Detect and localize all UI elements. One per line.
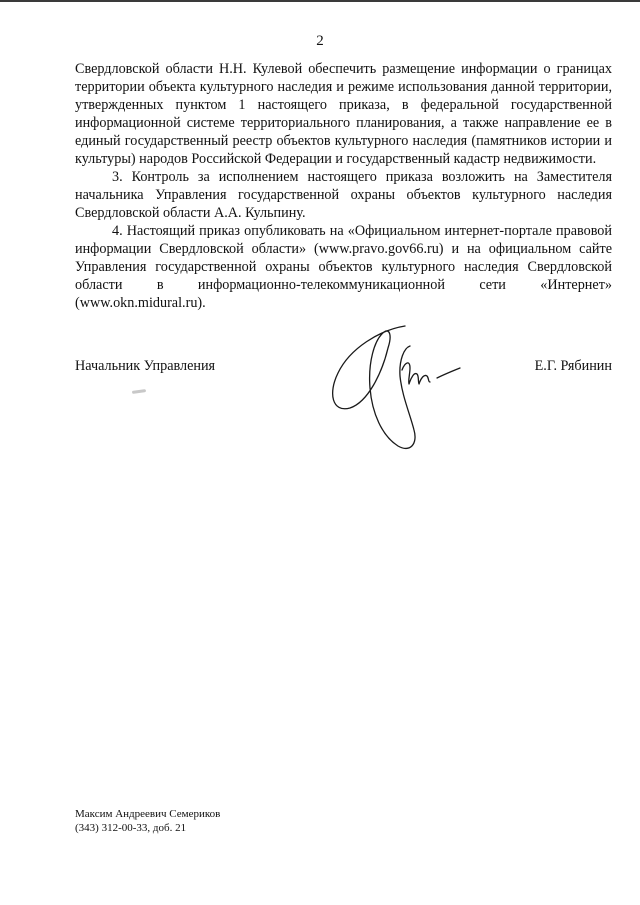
paragraph-item-4: 4. Настоящий приказ опубликовать на «Официальном интернет-портале правовой информации Свердловской области» (www.pravo.gov66.ru) и на официальном сайте Управления государственной охраны объектов культурного наследия Свердловской области в информационно-телекоммуникационной сети «Интернет» (www.okn.midural.ru).	[75, 223, 612, 311]
document-body	[75, 60, 612, 312]
signatory-name: Е.Г. Рябинин	[534, 358, 612, 374]
page-number: 2	[316, 33, 324, 49]
executor-info	[75, 808, 220, 835]
paragraph-continuation: Свердловской области Н.Н. Кулевой обеспечить размещение информации о границах территории объекта культурного наследия и режиме использования данной территории, утвержденных пунктом 1 настоящего приказа, в федеральной государственной информационной системе территориального планирования, а также направление ее в единый государственный реестр объектов культурного наследия (памятников истории и культуры) народов Российской Федерации и государственный кадастр недвижимости.	[75, 61, 612, 167]
paragraph-item-3: 3. Контроль за исполнением настоящего приказа возложить на Заместителя начальника Управления государственной охраны объектов культурного наследия Свердловской области А.А. Кульпину.	[75, 169, 612, 221]
executor-phone: (343) 312-00-33, доб. 21	[75, 821, 187, 834]
scan-top-edge	[0, 0, 640, 2]
scan-smudge	[132, 389, 146, 394]
signatory-position: Начальник Управления	[75, 358, 216, 374]
handwritten-signature	[310, 318, 480, 458]
executor-name: Максим Андреевич Семериков	[75, 808, 221, 820]
